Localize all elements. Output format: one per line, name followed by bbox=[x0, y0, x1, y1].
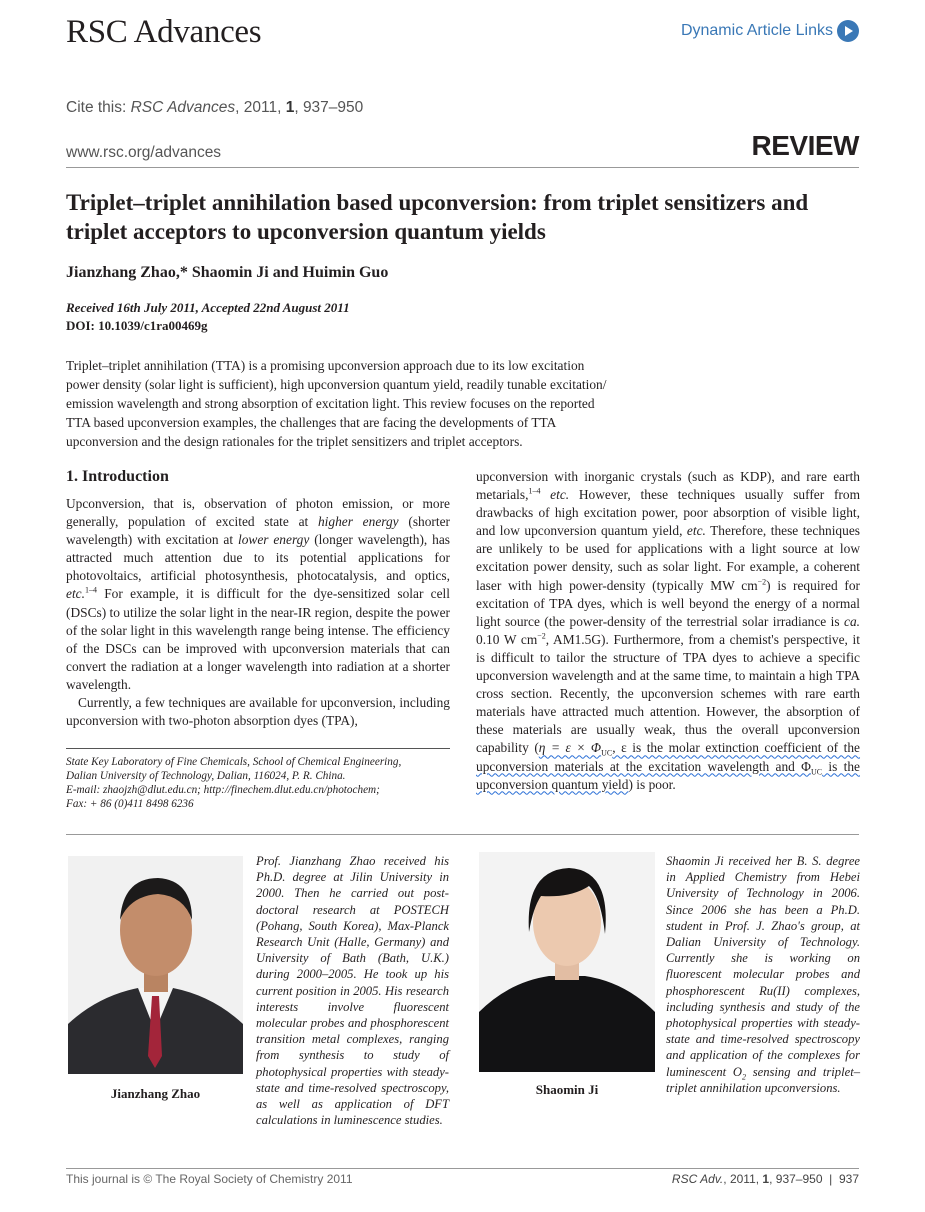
subscript: 2 bbox=[742, 1072, 746, 1082]
subscript: UC bbox=[810, 767, 823, 777]
text-run: , ε is the molar extinction coefficient of the upconversion materials at the excitation wavelength and Φ bbox=[476, 740, 861, 774]
footer-citation bbox=[672, 1172, 859, 1186]
portrait-image bbox=[479, 852, 655, 1072]
text-run: ) is poor. bbox=[628, 776, 676, 792]
footer-separator: | bbox=[829, 1172, 833, 1186]
text-run: RSC Adv. bbox=[671, 1172, 724, 1186]
citation-line bbox=[66, 99, 363, 117]
play-arrow-icon[interactable] bbox=[837, 20, 859, 42]
author-photo-jianzhang-zhao bbox=[68, 856, 243, 1074]
intro-paragraph-3 bbox=[476, 468, 860, 794]
page-number: 937 bbox=[838, 1172, 859, 1186]
text-run: , AM1.5G). Furthermore, from a chemist's perspective, it is difficult to tailor the structure of TPA dyes to achieve a specific upconversion wavelength and at the same time, to maintain a high TPA cross section. Recently, the upconversion schemes with rare earth materials have attracted much attention. However, the absorption of these materials are usually weak, thus the overall upconversion capability ( bbox=[476, 631, 860, 756]
text-run: ca. bbox=[844, 613, 860, 629]
text-run: η = ε × Φ bbox=[538, 740, 602, 756]
text-run: Therefore, these techniques are unlikely to be used for applications with a light source at low excitation power density, such as solar light. For example, a coherent laser with high power-density (typically MW cm bbox=[476, 523, 860, 593]
author-caption: Jianzhang Zhao bbox=[110, 1086, 201, 1101]
text-run: ) is required for excitation of TPA dyes, which is well beyond the energy of a normal light source (the power-density of the terrestrial solar irradiance is bbox=[476, 577, 860, 629]
text-run: , 937–950 bbox=[769, 1172, 823, 1186]
journal-url[interactable]: www.rsc.org/advances bbox=[66, 144, 222, 161]
text-run: etc. bbox=[686, 523, 706, 539]
text-run: , 2011, bbox=[723, 1172, 763, 1186]
cite-year: , 2011, bbox=[235, 99, 286, 116]
cite-prefix: Cite this: bbox=[66, 99, 131, 116]
left-column bbox=[66, 468, 450, 730]
intro-paragraph-1 bbox=[66, 495, 450, 694]
text-run: (shorter wavelength) with excitation at bbox=[66, 514, 450, 548]
text-run: sensing and triplet–triplet annihilation upconversions. bbox=[666, 1064, 860, 1095]
right-column bbox=[476, 468, 860, 794]
text-run: Upconversion, that is, observation of photon emission, or more generally, population of excited state at bbox=[66, 496, 450, 530]
portrait-image bbox=[68, 856, 243, 1074]
text-run: is the upconversion quantum yield bbox=[476, 758, 860, 792]
footer-divider bbox=[66, 1168, 859, 1169]
cite-pages: , 937–950 bbox=[294, 99, 364, 116]
abstract-line: upconversion and the design rationales for the triplet sensitizers and triplet acceptors. bbox=[66, 434, 523, 449]
affiliation-line: Dalian University of Technology, Dalian, 116024, P. R. China. bbox=[66, 770, 346, 782]
author-caption: Shaomin Ji bbox=[535, 1082, 599, 1097]
affiliation bbox=[66, 755, 466, 811]
text-run: upconversion with inorganic crystals (such as KDP), and rare earth metarials, bbox=[476, 469, 860, 503]
affiliation-line: Fax: + 86 (0)411 8498 6236 bbox=[66, 798, 194, 810]
abstract-line: TTA based upconversion examples, the challenges that are facing the developments of TTA bbox=[66, 415, 557, 430]
abstract-line: Triplet–triplet annihilation (TTA) is a promising upconversion approach due to its low excitation bbox=[66, 358, 585, 373]
cite-journal: RSC Advances bbox=[130, 99, 236, 116]
doi[interactable]: DOI: 10.1039/c1ra00469g bbox=[66, 318, 208, 333]
author-biography bbox=[666, 853, 860, 1096]
text-run: etc. bbox=[540, 487, 570, 503]
received-dates: Received 16th July 2011, Accepted 22nd August 2011 bbox=[66, 300, 350, 315]
citation-ref[interactable]: 1–4 bbox=[84, 586, 97, 595]
superscript: −2 bbox=[537, 631, 546, 641]
footer-copyright: This journal is © The Royal Society of Chemistry 2011 bbox=[66, 1172, 353, 1186]
article-type: REVIEW bbox=[751, 130, 859, 161]
affiliation-line: E-mail: zhaojzh@dlut.edu.cn; http://finechem.dlut.edu.cn/photochem; bbox=[66, 784, 380, 796]
header-divider bbox=[66, 167, 859, 168]
article-title: Triplet–triplet annihilation based upconversion: from triplet sensitizers and triplet acceptors to upconversion quantum yields bbox=[66, 190, 809, 244]
abstract bbox=[66, 356, 666, 451]
biography-divider bbox=[66, 834, 859, 835]
text-run: 1 bbox=[762, 1172, 770, 1186]
text-run: Shaomin Ji received her B. S. degree in Applied Chemistry from Hebei University of Technology in 2006. Since 2006 she has been a Ph.D. student in Prof. J. Zhao's group, at Dalian University of Technology. Currently she is working on fluorescent molecular probes and phosphorescent Ru(II) complexes, including synthesis and study of the photophysical properties with steady-state and time-resolved spectroscopy and application of the complexes for luminescent O bbox=[666, 854, 860, 1079]
abstract-line: power density (solar light is sufficient), high upconversion quantum yield, readily tunable excitation/ bbox=[66, 377, 607, 392]
superscript: −2 bbox=[757, 577, 767, 587]
author-biography: Prof. Jianzhang Zhao received his Ph.D. degree at Jilin University in 2000. Then he carried out post-doctoral research at POSTECH (Pohang, South Korea), Max-Planck Research Unit (Halle, Germany) and University of Bath (Bath, U.K.) during 2000–2005. He took up his current position in 2005. His research interests involve fluorescent molecular probes and phosphorescent transition metal complexes, ranging from synthesis to study of photophysical properties with steady-state and time-resolved spectroscopy, as well as application of DFT calculations in luminescence studies. bbox=[256, 854, 449, 1128]
cite-volume: 1 bbox=[285, 99, 295, 116]
text-run: 0.10 W cm bbox=[476, 631, 538, 647]
section-heading: 1. Introduction bbox=[66, 468, 169, 485]
text-run: higher energy bbox=[317, 514, 399, 530]
subscript: UC bbox=[601, 749, 613, 759]
journal-title: RSC Advances bbox=[66, 14, 262, 50]
citation-ref[interactable]: 1–4 bbox=[528, 486, 541, 496]
dynamic-article-links[interactable] bbox=[681, 20, 859, 42]
intro-paragraph-2: Currently, a few techniques are available for upconversion, including upconversion with two-photon absorption dyes (TPA), bbox=[66, 695, 450, 729]
text-run: lower energy bbox=[237, 532, 310, 548]
affiliation-line: State Key Laboratory of Fine Chemicals, School of Chemical Engineering, bbox=[66, 756, 402, 768]
text-run: For example, it is difficult for the dye-sensitized solar cell (DSCs) to utilize the solar light in the near-IR region, despite the power of the solar light in this wavelength range being intense. The efficiency of the DSCs can be improved with upconversion materials that can convert the radiation at a longer wavelength into radiation at a shorter wavelength. bbox=[66, 586, 450, 692]
text-run: However, these techniques usually suffer from drawbacks of high excitation power, poor absorption of visible light, and low upconversion quantum yield, bbox=[476, 487, 860, 539]
author-photo-shaomin-ji bbox=[479, 852, 655, 1072]
article-authors: Jianzhang Zhao,* Shaomin Ji and Huimin Guo bbox=[66, 264, 389, 281]
text-run: etc. bbox=[66, 586, 85, 602]
abstract-line: emission wavelength and strong absorption of excitation light. This review focuses on the reported bbox=[66, 396, 595, 411]
affiliation-divider bbox=[66, 748, 450, 749]
text-run: (longer wavelength), has attracted much attention due to its potential applications for photovoltaics, artificial photosynthesis, photocatalysis, and optics, bbox=[66, 532, 451, 584]
dynamic-links-label[interactable]: Dynamic Article Links bbox=[680, 22, 833, 39]
